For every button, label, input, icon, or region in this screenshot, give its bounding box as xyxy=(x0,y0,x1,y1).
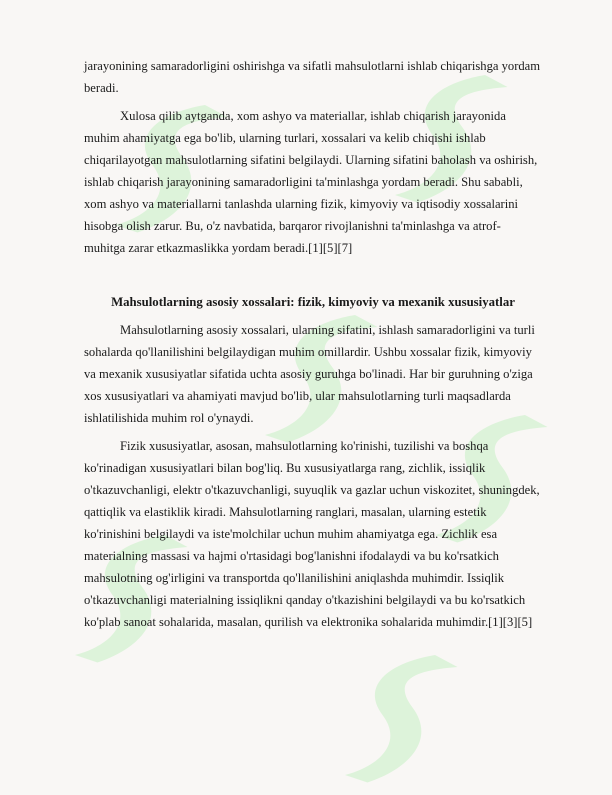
paragraph-intro: Mahsulotlarning asosiy xossalari, ularning sifatini, ishlash samaradorligini va turli sohalarda qo'llanilishini belgilaydigan muhim omillardir. Ushbu xossalar fizik, kimyoviy va mexanik xususiyatlar sifatida uchta asosiy guruhga bo'linadi. Har bir guruhning o'ziga xos xususiyatlari va ahamiyati mavjud bo'lib, ular mahsulotlarning turli maqsadlarda ishlatilishida muhim rol o'ynaydi. xyxy=(84,323,535,425)
paragraph-physical-properties: Fizik xususiyatlar, asosan, mahsulotlarning ko'rinishi, tuzilishi va boshqa ko'rinadigan xususiyatlari bilan bog'liq. Bu xususiyatlarga rang, zichlik, issiqlik o'tkazuvchanligi, elektr o'tkazuvchanligi, suyuqlik va gazlar uchun viskozitet, shuningdek, qattiqlik va elastiklik kiradi. Mahsulotlarning ranglari, masalan, ularning estetik ko'rinishini belgilaydi va iste'molchilar uchun muhim ahamiyatga ega. Zichlik esa materialning massasi va hajmi o'rtasidagi bog'lanishni ifodalaydi va bu ko'rsatkich mahsulotning og'irligini va transportda qo'llanilishini aniqlashda muhimdir. Issiqlik o'tkazuvchanligi materialning issiqlikni qanday o'tkazishini belgilaydi va bu ko'rsatkich ko'plab sanoat sohalarida, masalan, qurilish va elektronika sohalarida muhimdir.[1][3][5] xyxy=(84,439,540,629)
section-heading: Mahsulotlarning asosiy xossalari: fizik, kimyoviy va mexanik xususiyatlar xyxy=(111,295,515,309)
paragraph-conclusion: Xulosa qilib aytganda, xom ashyo va materiallar, ishlab chiqarish jarayonida muhim ahamiyatga ega bo'lib, ularning turlari, xossalari va kelib chiqishi ishlab chiqarilayotgan mahsulotlarning sifatini belgilaydi. Ularning sifatini baholash va oshirish, ishlab chiqarish jarayonining samaradorligini ta'minlashga yordam beradi. Shu sababli, xom ashyo va materiallarni tanlashda ularning fizik, kimyoviy va iqtisodiy xossalarini hisobga olish zarur. Bu, o'z navbatida, barqaror rivojlanishni ta'minlashga va atrof-muhitga zarar etkazmaslikka yordam beradi.[1][5][7] xyxy=(84,109,538,255)
document-body xyxy=(84,55,542,639)
paragraph-continuation: jarayonining samaradorligini oshirishga va sifatli mahsulotlarni ishlab chiqarishga yordam beradi. xyxy=(84,59,541,95)
watermark-logo-icon xyxy=(330,640,480,790)
